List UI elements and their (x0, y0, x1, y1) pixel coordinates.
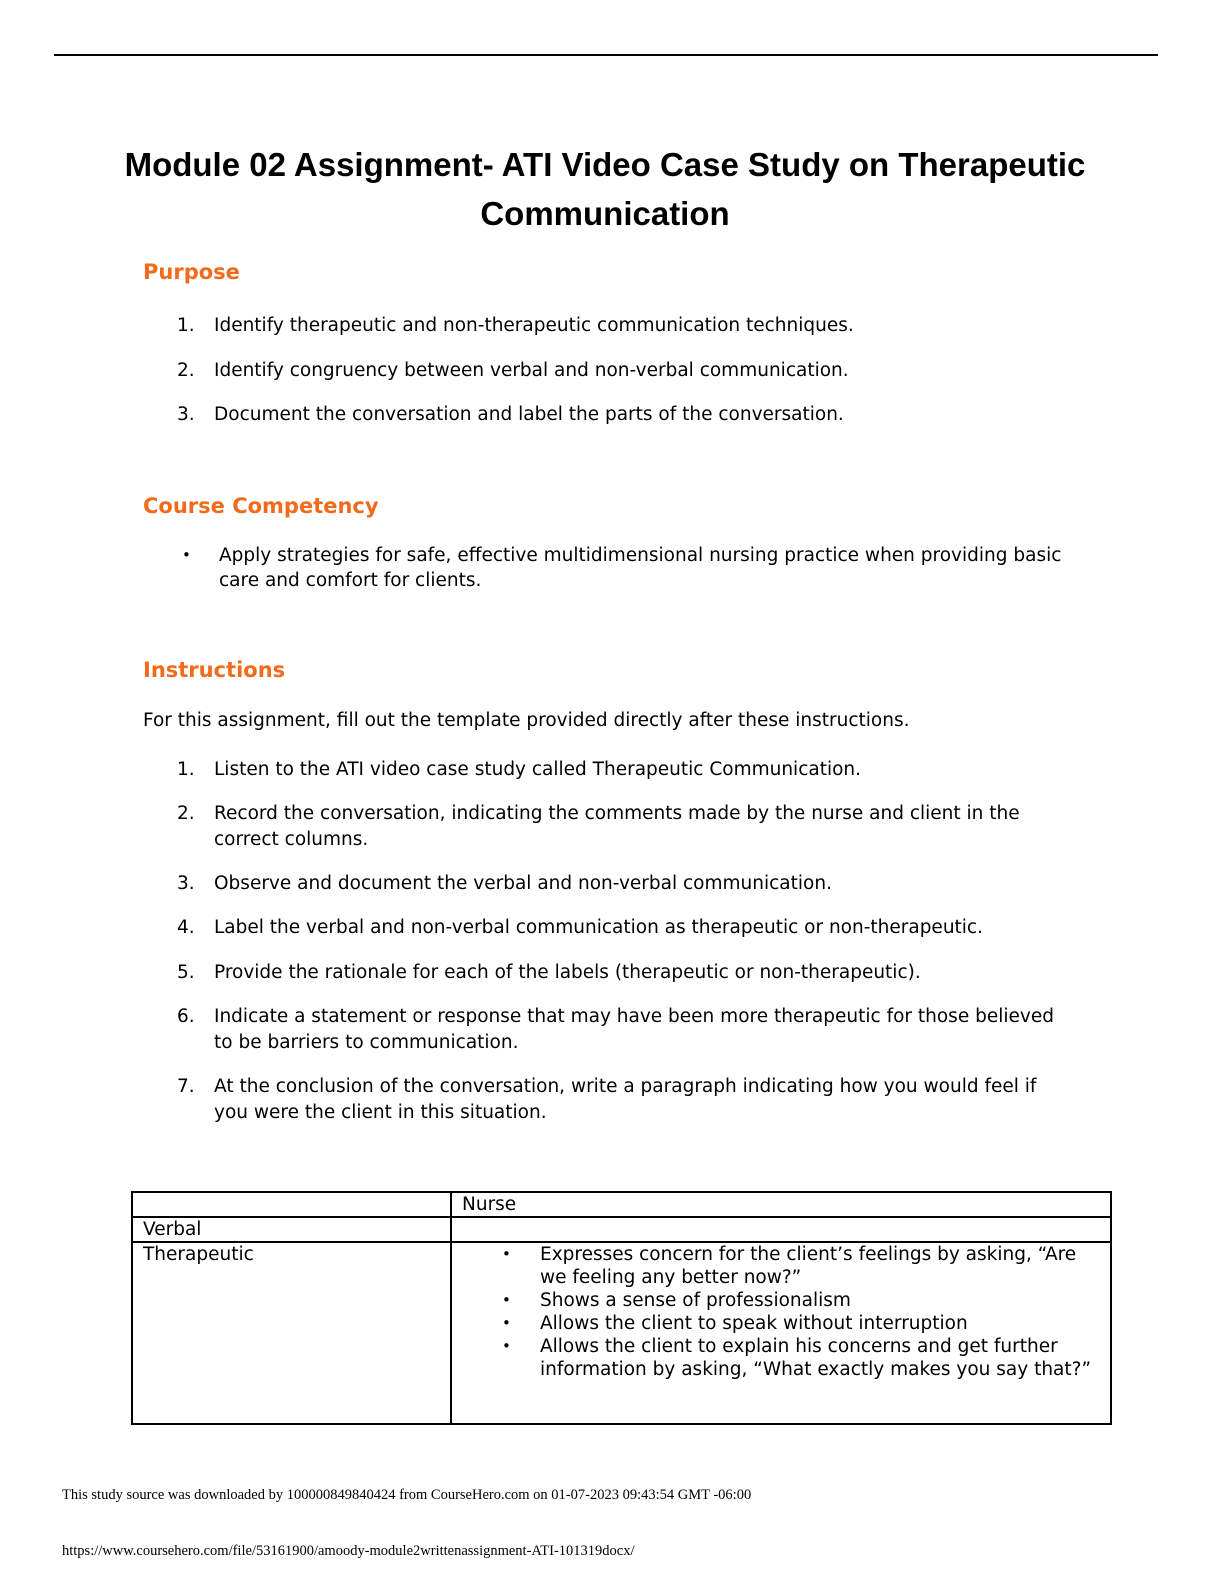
list-text: Identify therapeutic and non-therapeutic communication techniques. (214, 315, 854, 336)
list-text: Expresses concern for the client’s feelings by asking, “Are we feeling any better now?” (540, 1244, 1077, 1288)
table-cell (132, 1192, 451, 1217)
list-text: Identify congruency between verbal and non-verbal communication. (214, 360, 849, 381)
list-item (462, 1243, 1100, 1289)
list-text: Provide the rationale for each of the labels (therapeutic or non-therapeutic). (214, 962, 921, 983)
instructions-intro: For this assignment, fill out the template provided directly after these instructions. (143, 710, 910, 731)
verbal-row-label: Verbal (132, 1217, 451, 1242)
table-cell (451, 1217, 1111, 1242)
list-text: Listen to the ATI video case study called Therapeutic Communication. (214, 759, 862, 780)
communication-template-table (131, 1191, 1112, 1425)
bullet-icon: • (502, 1337, 511, 1355)
bullet-icon: • (502, 1245, 511, 1263)
nurse-column-header: Nurse (451, 1192, 1111, 1217)
list-number: 7. (177, 1076, 195, 1097)
instructions-heading: Instructions (143, 658, 286, 682)
table-row (132, 1217, 1111, 1242)
list-item (462, 1312, 1100, 1335)
bullet-icon: • (502, 1314, 511, 1332)
list-text: Label the verbal and non-verbal communication as therapeutic or non-therapeutic. (214, 917, 983, 938)
top-rule (54, 54, 1158, 56)
bullet-icon: • (182, 546, 191, 564)
purpose-heading: Purpose (143, 260, 240, 284)
list-text: Document the conversation and label the parts of the conversation. (214, 404, 844, 425)
list-text: At the conclusion of the conversation, write a paragraph indicating how you would feel if you were the client in this situation. (214, 1076, 1037, 1123)
competency-text: Apply strategies for safe, effective multidimensional nursing practice when providing basic care and comfort for clients. (219, 545, 1062, 591)
table-row (132, 1242, 1111, 1424)
list-number: 2. (177, 803, 195, 824)
therapeutic-row-label: Therapeutic (132, 1242, 451, 1424)
document-title: Module 02 Assignment- ATI Video Case Study on Therapeutic Communication (124, 146, 1086, 232)
nurse-therapeutic-cell (451, 1242, 1111, 1424)
bullet-icon: • (502, 1291, 511, 1309)
source-url-link[interactable]: https://www.coursehero.com/file/53161900/amoody-module2writtenassignment-ATI-101319docx/ (62, 1543, 635, 1559)
list-number: 6. (177, 1006, 195, 1027)
list-text: Allows the client to explain his concerns and get further information by asking, “What exactly makes you say that?” (540, 1336, 1092, 1380)
list-number: 3. (177, 873, 195, 894)
list-number: 1. (177, 315, 195, 336)
list-text: Shows a sense of professionalism (540, 1290, 851, 1311)
competency-heading: Course Competency (143, 494, 379, 518)
table-header-row (132, 1192, 1111, 1217)
nurse-points-list (462, 1243, 1100, 1381)
list-text: Record the conversation, indicating the comments made by the nurse and client in the correct columns. (214, 803, 1020, 850)
list-number: 1. (177, 759, 195, 780)
list-number: 2. (177, 360, 195, 381)
download-note: This study source was downloaded by 100000849840424 from CourseHero.com on 01-07-2023 09:43:54 GMT -06:00 (62, 1487, 752, 1503)
list-item (462, 1335, 1100, 1381)
list-number: 4. (177, 917, 195, 938)
list-text: Allows the client to speak without interruption (540, 1313, 968, 1334)
list-number: 3. (177, 404, 195, 425)
list-item (462, 1289, 1100, 1312)
list-text: Indicate a statement or response that may have been more therapeutic for those believed to be barriers to communication. (214, 1006, 1054, 1053)
list-text: Observe and document the verbal and non-verbal communication. (214, 873, 832, 894)
list-number: 5. (177, 962, 195, 983)
